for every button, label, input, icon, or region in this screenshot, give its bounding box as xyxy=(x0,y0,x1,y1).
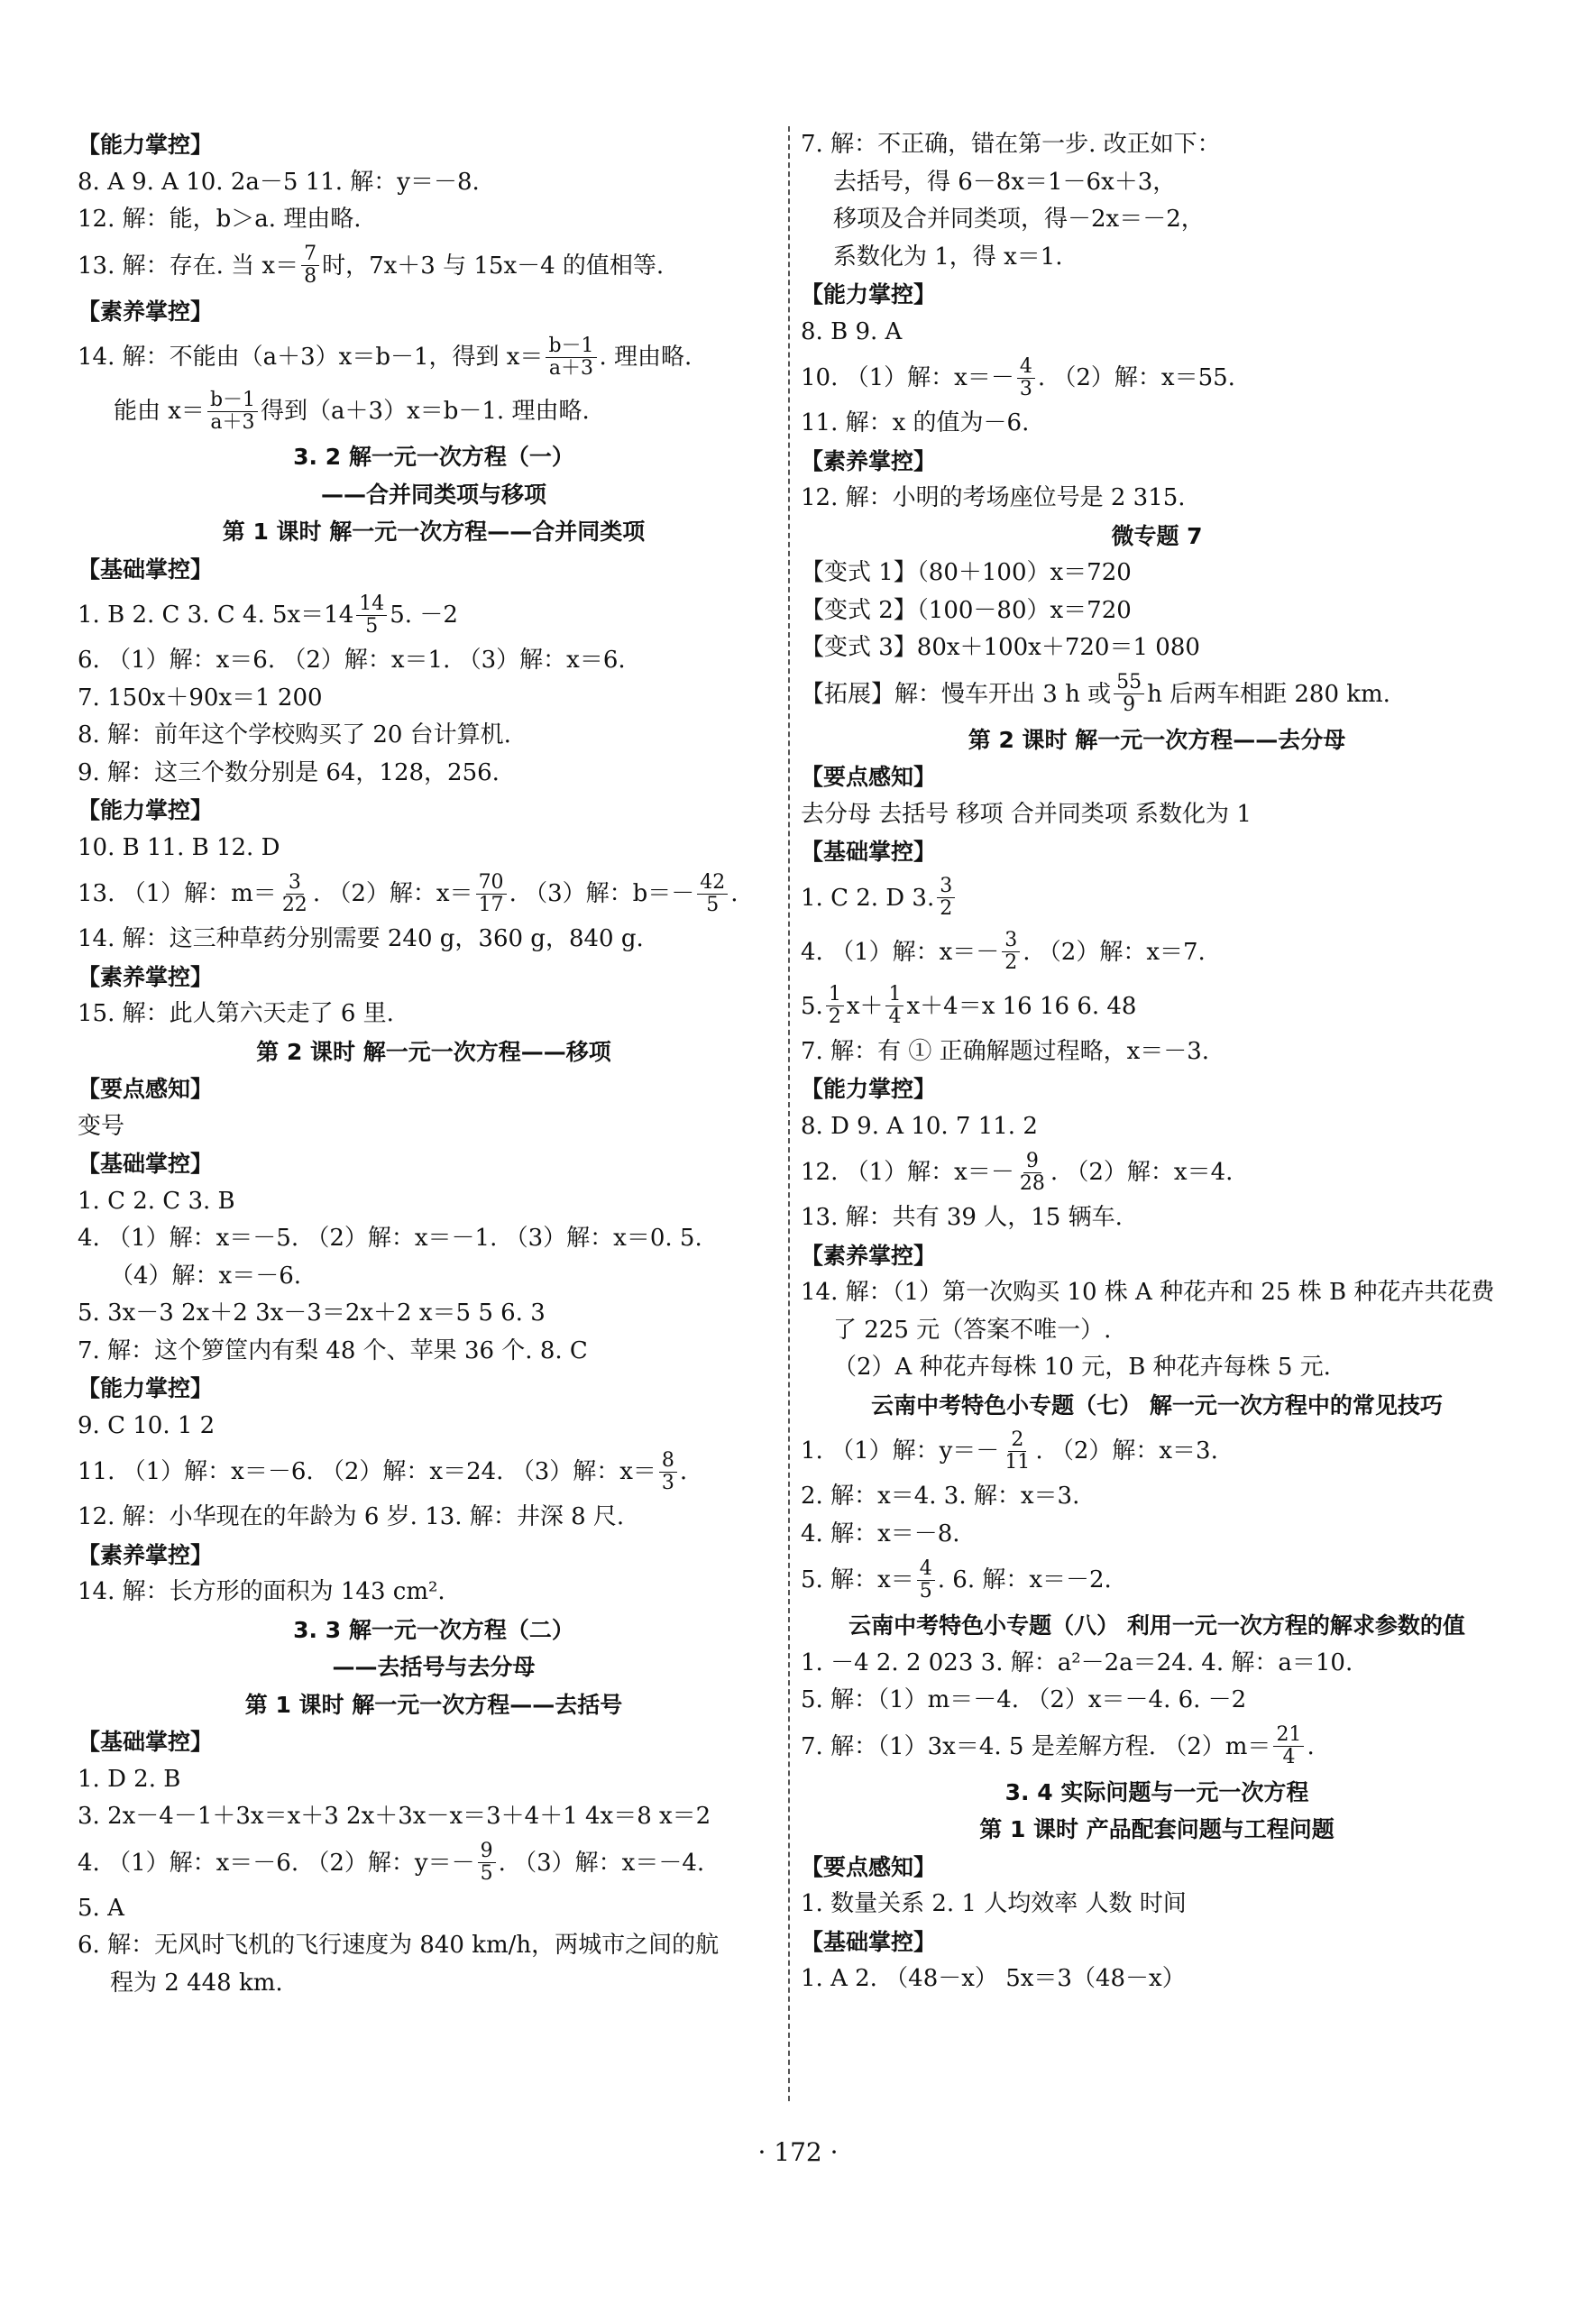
topic-title: 云南中考特色小专题（八） 利用一元一次方程的解求参数的值 xyxy=(848,1612,1465,1639)
fraction xyxy=(356,593,387,638)
section-heading: 【能力掌控】 xyxy=(801,1076,937,1102)
answer-line xyxy=(78,588,790,642)
lesson-title: 第 2 课时 解一元一次方程——去分母 xyxy=(968,726,1346,753)
numerator: 4 xyxy=(1017,356,1035,379)
section-heading: 【基础掌控】 xyxy=(801,839,937,865)
answer-text: 得到（a＋3）x＝b－1. 理由略. xyxy=(261,398,590,425)
lesson-title: 第 1 课时 解一元一次方程——去括号 xyxy=(244,1691,623,1718)
answer-line: 变号 xyxy=(78,1112,125,1140)
answer-text: h 后两车相距 280 km. xyxy=(1147,680,1390,708)
section-heading: 【素养掌控】 xyxy=(78,1541,214,1568)
answer-line: 10. B 11. B 12. D xyxy=(78,833,280,861)
topic-title: 微专题 7 xyxy=(1111,522,1203,549)
answer-line xyxy=(78,330,790,384)
lesson-title: 第 2 课时 解一元一次方程——移项 xyxy=(256,1038,611,1065)
denominator: 5 xyxy=(919,1579,932,1602)
answer-text: 14. 解：不能由（a＋3）x＝b－1，得到 x＝ xyxy=(78,344,544,371)
denominator: 5 xyxy=(365,614,379,638)
numerator: 8 xyxy=(659,1450,677,1473)
denominator: 22 xyxy=(281,893,307,916)
answer-line: 9. 解：这三个数分别是 64，128，256. xyxy=(78,758,500,786)
fraction xyxy=(937,876,955,920)
answer-text: 10. （1）解：x＝－ xyxy=(801,364,1014,391)
answer-line: 了 225 元（答案不唯一）. xyxy=(833,1316,1112,1344)
denominator: 2 xyxy=(940,897,953,920)
numerator: b－1 xyxy=(207,390,258,412)
numerator: 14 xyxy=(356,593,387,616)
section-title: 3. 3 解一元一次方程（二） xyxy=(293,1616,574,1643)
answer-line: 5. 解：（1）m＝－4. （2）x＝－4. 6. －2 xyxy=(801,1686,1247,1713)
section-heading: 【能力掌控】 xyxy=(78,797,214,823)
section-heading: 【要点感知】 xyxy=(801,764,937,790)
answer-line: 4. （1）解：x＝－5. （2）解：x＝－1. （3）解：x＝0. 5. xyxy=(78,1225,702,1252)
answer-line xyxy=(801,1145,1513,1199)
answer-line: 【变式 3】80x＋100x＋720＝1 080 xyxy=(801,634,1200,661)
answer-line xyxy=(801,351,1513,405)
fraction xyxy=(659,1450,677,1494)
numerator: 3 xyxy=(937,876,955,898)
numerator: 42 xyxy=(697,872,728,895)
section-heading: 【基础掌控】 xyxy=(78,1151,214,1177)
denominator: 3 xyxy=(1019,377,1032,400)
section-heading: 【基础掌控】 xyxy=(78,556,214,583)
denominator: 8 xyxy=(304,265,317,288)
answer-line: 1. A 2. （48－x） 5x＝3（48－x） xyxy=(801,1965,1186,1992)
numerator: 70 xyxy=(476,872,507,895)
answer-line: 6. 解：无风时飞机的飞行速度为 840 km/h，两城市之间的航 xyxy=(78,1932,720,1959)
lesson-title: 第 1 课时 解一元一次方程——合并同类项 xyxy=(222,519,646,545)
numerator: 3 xyxy=(1002,930,1020,952)
section-title: 3. 4 实际问题与一元一次方程 xyxy=(1004,1778,1309,1805)
numerator: 1 xyxy=(826,984,844,1006)
answer-text: 7. 解：（1）3x＝4. 5 是差解方程. （2）m＝ xyxy=(801,1732,1271,1760)
numerator: 4 xyxy=(917,1558,935,1581)
numerator: 21 xyxy=(1273,1724,1304,1747)
answer-text: x＋ xyxy=(846,992,884,1020)
answer-line: 7. 解：不正确，错在第一步. 改正如下： xyxy=(801,131,1221,158)
answer-line xyxy=(78,384,790,438)
answer-line: 13. 解：共有 39 人，15 辆车. xyxy=(801,1204,1123,1231)
answer-line: 5. 3x－3 2x＋2 3x－3＝2x＋2 x＝5 5 6. 3 xyxy=(78,1299,546,1327)
numerator: b－1 xyxy=(546,335,596,358)
section-subtitle: ——去括号与去分母 xyxy=(332,1654,536,1680)
denominator: 28 xyxy=(1019,1171,1045,1195)
answer-line xyxy=(801,1553,1513,1607)
answer-text: 1. （1）解：y＝－ xyxy=(801,1437,1000,1465)
answer-line: 12. 解：能，b＞a. 理由略. xyxy=(78,206,362,233)
answer-line: 8. B 9. A xyxy=(801,317,903,345)
right-column xyxy=(801,126,1513,1998)
fraction xyxy=(917,1558,935,1602)
answer-line xyxy=(801,1424,1513,1478)
answer-text: . xyxy=(1307,1732,1315,1760)
answer-line: 1. －4 2. 2 023 3. 解：a²－2a＝24. 4. 解：a＝10. xyxy=(801,1648,1353,1676)
answer-text: 13. （1）解：m＝ xyxy=(78,880,277,907)
fraction xyxy=(697,872,728,916)
page-number: · 172 · xyxy=(757,2137,839,2167)
denominator: 4 xyxy=(888,1006,902,1028)
fraction xyxy=(1114,672,1144,716)
fraction xyxy=(301,243,319,288)
left-column xyxy=(78,126,790,2002)
fraction xyxy=(885,984,903,1028)
answer-text: 能由 x＝ xyxy=(114,398,205,425)
answer-text: 11. （1）解：x＝－6. （2）解：x＝24. （3）解：x＝ xyxy=(78,1458,656,1485)
answer-line: 【变式 1】（80＋100）x＝720 xyxy=(801,559,1132,586)
answer-text: 5. 解：x＝ xyxy=(801,1566,914,1593)
answer-line: （4）解：x＝－6. xyxy=(110,1262,302,1290)
fraction xyxy=(207,390,258,434)
section-heading: 【要点感知】 xyxy=(801,1853,937,1880)
answer-line: 移项及合并同类项，得－2x＝－2， xyxy=(833,206,1205,233)
answer-text: . （2）解：x＝ xyxy=(312,880,473,907)
answer-line xyxy=(78,239,790,293)
answer-line: （2）A 种花卉每株 10 元，B 种花卉每株 5 元. xyxy=(833,1354,1331,1381)
fraction xyxy=(478,1841,496,1885)
denominator: 17 xyxy=(478,893,504,916)
answer-text: . xyxy=(679,1458,688,1485)
section-heading: 【素养掌控】 xyxy=(78,298,214,325)
answer-line xyxy=(78,1445,790,1499)
denominator: 11 xyxy=(1004,1450,1031,1474)
answer-line: 3. 2x－4－1＋3x＝x＋3 2x＋3x－x＝3＋4＋1 4x＝8 x＝2 xyxy=(78,1803,711,1830)
answer-line: 15. 解：此人第六天走了 6 里. xyxy=(78,1000,394,1027)
answer-line: 8. 解：前年这个学校购买了 20 台计算机. xyxy=(78,721,511,748)
answer-line: 1. 数量关系 2. 1 人均效率 人数 时间 xyxy=(801,1890,1187,1917)
numerator: 3 xyxy=(286,872,304,895)
answer-line: 8. A 9. A 10. 2a－5 11. 解：y＝－8. xyxy=(78,168,480,196)
answer-line: 8. D 9. A 10. 7 11. 2 xyxy=(801,1112,1038,1140)
answer-text: . 理由略. xyxy=(599,344,693,371)
numerator: 7 xyxy=(301,243,319,266)
section-subtitle: ——合并同类项与移项 xyxy=(320,481,546,508)
answer-text: . xyxy=(730,880,738,907)
answer-text: x＋4＝x 16 16 6. 48 xyxy=(906,992,1137,1020)
answer-text: . （2）解：x＝3. xyxy=(1035,1437,1218,1465)
answer-line: 1. C 2. C 3. B xyxy=(78,1187,235,1215)
answer-line: 9. C 10. 1 2 xyxy=(78,1411,216,1439)
answer-line: 7. 解：这个箩筐内有梨 48 个、苹果 36 个. 8. C xyxy=(78,1336,588,1364)
answer-text: 13. 解：存在. 当 x＝ xyxy=(78,252,299,280)
answer-line: 2. 解：x＝4. 3. 解：x＝3. xyxy=(801,1483,1080,1510)
answer-line xyxy=(78,1836,790,1890)
answer-text: 5. －2 xyxy=(390,602,458,629)
answer-text: 12. （1）解：x＝－ xyxy=(801,1159,1014,1186)
answer-line xyxy=(78,867,790,921)
answer-text: 时，7x＋3 与 15x－4 的值相等. xyxy=(322,252,665,280)
answer-text: 5. xyxy=(801,992,823,1020)
answer-line: 14. 解：（1）第一次购买 10 株 A 种花卉和 25 株 B 种花卉共花费 xyxy=(801,1279,1495,1306)
answer-line: 去括号，得 6－8x＝1－6x＋3， xyxy=(833,168,1177,196)
answer-text: 4. （1）解：x＝－6. （2）解：y＝－ xyxy=(78,1849,475,1877)
answer-line: 14. 解：长方形的面积为 143 cm². xyxy=(78,1578,445,1605)
answer-line: 程为 2 448 km. xyxy=(110,1969,283,1997)
denominator: 5 xyxy=(706,893,720,916)
answer-line: 【变式 2】（100－80）x＝720 xyxy=(801,596,1132,624)
numerator: 55 xyxy=(1114,672,1144,694)
section-heading: 【能力掌控】 xyxy=(801,281,937,308)
section-title: 3. 2 解一元一次方程（一） xyxy=(293,444,574,470)
lesson-title: 第 1 课时 产品配套问题与工程问题 xyxy=(979,1816,1335,1842)
section-heading: 【基础掌控】 xyxy=(801,1928,937,1955)
answer-text: 1. C 2. D 3. xyxy=(801,884,935,912)
numerator: 9 xyxy=(1023,1151,1041,1173)
answer-line xyxy=(801,667,1513,721)
denominator: 9 xyxy=(1123,693,1136,716)
section-heading: 【要点感知】 xyxy=(78,1076,214,1102)
denominator: 2 xyxy=(828,1006,841,1028)
fraction xyxy=(1002,930,1020,974)
answer-text: . （2）解：x＝55. xyxy=(1037,364,1235,391)
numerator: 2 xyxy=(1008,1429,1026,1452)
answer-line: 去分母 去括号 移项 合并同类项 系数化为 1 xyxy=(801,800,1252,828)
denominator: 3 xyxy=(661,1471,674,1494)
numerator: 9 xyxy=(478,1841,496,1863)
denominator: 5 xyxy=(480,1862,493,1885)
answer-line: 1. D 2. B xyxy=(78,1765,181,1793)
fraction xyxy=(826,984,844,1028)
section-heading: 【能力掌控】 xyxy=(78,132,214,158)
fraction xyxy=(1017,356,1035,400)
section-heading: 【能力掌控】 xyxy=(78,1375,214,1401)
answer-text: . （2）解：x＝7. xyxy=(1023,938,1206,966)
answer-line xyxy=(801,925,1513,979)
denominator: a＋3 xyxy=(210,410,255,434)
section-heading: 【基础掌控】 xyxy=(78,1729,214,1755)
column-divider xyxy=(788,126,790,2101)
fraction xyxy=(1273,1724,1304,1768)
answer-text: 4. （1）解：x＝－ xyxy=(801,938,1000,966)
answer-line xyxy=(801,871,1513,925)
answer-line xyxy=(801,1720,1513,1774)
answer-line: 12. 解：小明的考场座位号是 2 315. xyxy=(801,484,1186,511)
answer-line: 12. 解：小华现在的年龄为 6 岁. 13. 解：井深 8 尺. xyxy=(78,1503,625,1530)
answer-text: . （3）解：b＝－ xyxy=(509,880,695,907)
fraction xyxy=(476,872,507,916)
answer-text: 【拓展】解：慢车开出 3 h 或 xyxy=(801,680,1112,708)
answer-line: 11. 解：x 的值为－6. xyxy=(801,409,1030,436)
section-heading: 【素养掌控】 xyxy=(78,963,214,990)
fraction xyxy=(1017,1151,1048,1195)
denominator: a＋3 xyxy=(548,356,594,380)
answer-line: 6. （1）解：x＝6. （2）解：x＝1. （3）解：x＝6. xyxy=(78,647,626,674)
denominator: 4 xyxy=(1282,1746,1296,1768)
section-heading: 【素养掌控】 xyxy=(801,1242,937,1269)
denominator: 2 xyxy=(1004,951,1018,974)
section-heading: 【素养掌控】 xyxy=(801,447,937,474)
answer-line: 5. A xyxy=(78,1894,124,1922)
answer-line xyxy=(801,979,1513,1033)
answer-text: . （3）解：x＝－4. xyxy=(498,1849,705,1877)
answer-line: 7. 解：有 ① 正确解题过程略，x＝－3. xyxy=(801,1037,1210,1065)
fraction xyxy=(280,872,310,916)
answer-line: 7. 150x＋90x＝1 200 xyxy=(78,684,323,712)
fraction xyxy=(546,335,596,380)
fraction xyxy=(1002,1429,1032,1474)
answer-line: 14. 解：这三种草药分别需要 240 g，360 g，840 g. xyxy=(78,925,644,952)
answer-line: 4. 解：x＝－8. xyxy=(801,1520,960,1547)
topic-title: 云南中考特色小专题（七） 解一元一次方程中的常见技巧 xyxy=(871,1391,1443,1419)
numerator: 1 xyxy=(885,984,903,1006)
answer-text: . （2）解：x＝4. xyxy=(1050,1159,1234,1186)
answer-text: 1. B 2. C 3. C 4. 5x＝14 xyxy=(78,602,354,629)
answer-line: 系数化为 1，得 x＝1. xyxy=(833,243,1063,271)
answer-text: . 6. 解：x＝－2. xyxy=(937,1566,1112,1593)
